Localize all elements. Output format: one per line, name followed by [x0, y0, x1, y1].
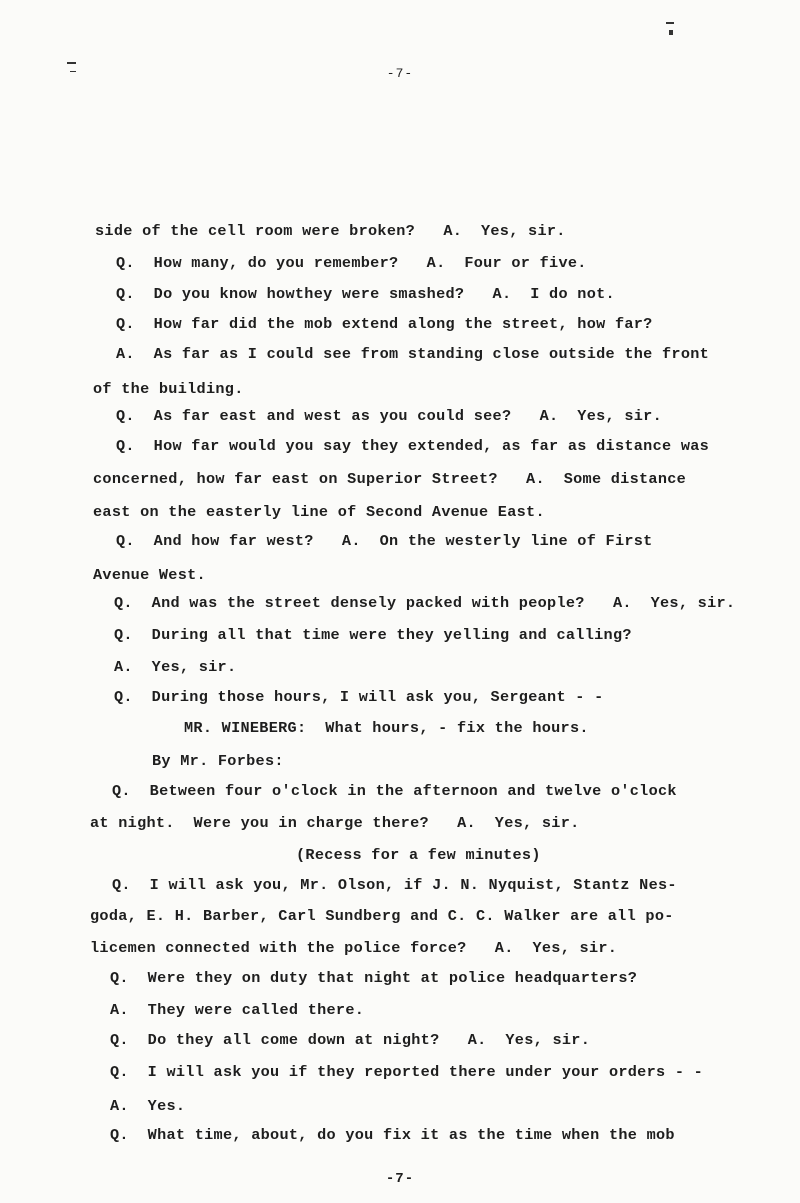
transcript-line: Q. Between four o'clock in the afternoon and twelve o'clock — [112, 782, 677, 800]
transcript-line: By Mr. Forbes: — [152, 752, 284, 770]
transcript-line: goda, E. H. Barber, Carl Sundberg and C. C. Walker are all po- — [90, 907, 674, 925]
transcript-line: Q. What time, about, do you fix it as the time when the mob — [110, 1126, 675, 1144]
transcript-line: east on the easterly line of Second Avenue East. — [93, 503, 545, 521]
transcript-line: concerned, how far east on Superior Street? A. Some distance — [93, 470, 687, 488]
transcript-line: Q. I will ask you, Mr. Olson, if J. N. Nyquist, Stantz Nes- — [112, 876, 677, 894]
scan-mark — [669, 30, 673, 35]
page-number-bottom: -7- — [385, 1171, 415, 1187]
transcript-line: Q. During all that time were they yelling and calling? — [114, 626, 632, 644]
transcript-line: A. Yes. — [110, 1097, 186, 1115]
transcript-line: at night. Were you in charge there? A. Yes, sir. — [90, 814, 580, 832]
transcript-line: side of the cell room were broken? A. Yes, sir. — [95, 222, 566, 240]
scan-mark — [67, 62, 76, 64]
transcript-line: Q. And was the street densely packed with people? A. Yes, sir. — [114, 594, 736, 612]
transcript-line: Q. And how far west? A. On the westerly line of First — [116, 532, 653, 550]
transcript-line: of the building. — [93, 380, 244, 398]
transcript-line: Q. How far did the mob extend along the street, how far? — [116, 315, 653, 333]
scan-mark — [666, 22, 674, 24]
transcript-line: A. They were called there. — [110, 1001, 365, 1019]
transcript-line: Q. I will ask you if they reported there under your orders - - — [110, 1063, 704, 1081]
transcript-line: (Recess for a few minutes) — [296, 846, 541, 864]
transcript-line: A. As far as I could see from standing close outside the front — [116, 345, 710, 363]
transcript-line: A. Yes, sir. — [114, 658, 237, 676]
transcript-line: Q. As far east and west as you could see? A. Yes, sir. — [116, 407, 663, 425]
transcript-line: Q. Were they on duty that night at police headquarters? — [110, 969, 638, 987]
transcript-line: Q. How far would you say they extended, as far as distance was — [116, 437, 710, 455]
transcript-line: Q. During those hours, I will ask you, Sergeant - - — [114, 688, 604, 706]
transcript-line: Avenue West. — [93, 566, 206, 584]
transcript-line: Q. Do you know howthey were smashed? A. I do not. — [116, 285, 615, 303]
transcript-line: licemen connected with the police force? A. Yes, sir. — [90, 939, 618, 957]
transcript-line: Q. Do they all come down at night? A. Yes, sir. — [110, 1031, 591, 1049]
transcript-line: MR. WINEBERG: What hours, - fix the hours. — [184, 719, 589, 737]
page-number-top: -7- — [386, 66, 414, 81]
transcript-line: Q. How many, do you remember? A. Four or five. — [116, 254, 587, 272]
